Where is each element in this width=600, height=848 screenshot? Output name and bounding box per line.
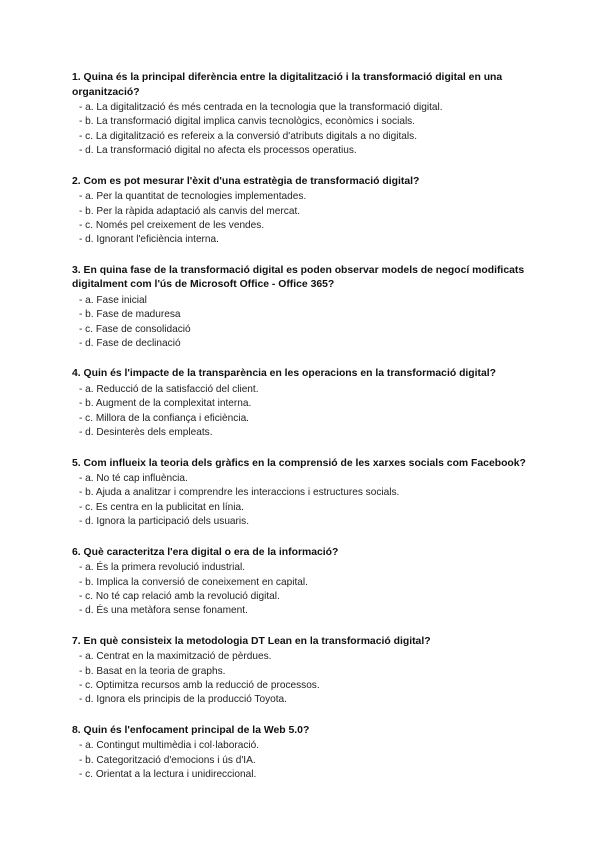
option-b: - b. La transformació digital implica canvis tecnològics, econòmics i socials. — [79, 116, 416, 128]
question-6 — [72, 546, 540, 619]
option-b: - b. Augment de la complexitat interna. — [79, 398, 252, 410]
question-7 — [72, 635, 540, 708]
option-c: - c. Millora de la confiança i eficiència. — [79, 412, 249, 424]
option-c: - c. La digitalització es refereix a la conversió d'atributs digitals a no digitals. — [79, 130, 417, 142]
option-list — [72, 190, 540, 248]
question-2 — [72, 175, 540, 248]
question-text: 7. En què consisteix la metodologia DT Lean en la transformació digital? — [72, 635, 431, 647]
option-a: - a. Per la quantitat de tecnologies implementades. — [79, 191, 307, 203]
option-d: - d. És una metàfora sense fonament. — [79, 605, 248, 617]
question-text: 4. Quin és l'impacte de la transparència en les operacions en la transformació digital? — [72, 368, 497, 380]
option-list — [72, 650, 540, 708]
option-c: - c. No té cap relació amb la revolució digital. — [79, 590, 280, 602]
option-c: - c. Fase de consolidació — [79, 323, 191, 335]
option-a: - a. No té cap influència. — [79, 473, 188, 484]
option-b: - b. Basat en la teoria de graphs. — [79, 665, 226, 677]
option-d: - d. Fase de declinació — [79, 337, 181, 349]
question-text: 1. Quina és la principal diferència entre la digitalització i la transformació digital en una organització? — [72, 72, 503, 98]
option-list — [72, 561, 540, 619]
question-8 — [72, 724, 540, 783]
option-b: - b. Implica la conversió de coneixement en capital. — [79, 576, 308, 588]
option-b: - b. Categorització d'emocions i ús d'IA. — [79, 754, 256, 766]
option-b: - b. Fase de maduresa — [79, 309, 181, 321]
option-a: - a. Fase inicial — [79, 294, 147, 306]
option-a: - a. Contingut multimèdia i col·laboració. — [79, 740, 260, 752]
option-b: - b. Per la ràpida adaptació als canvis del mercat. — [79, 205, 301, 217]
option-list — [72, 472, 540, 530]
option-d: - d. Ignora la participació dels usuaris. — [79, 516, 249, 528]
question-4 — [72, 367, 540, 440]
option-a: - a. Reducció de la satisfacció del client. — [79, 383, 259, 395]
question-text: 3. En quina fase de la transformació digital es poden observar models de negocí modificats digitalment com l'ús de Microsoft Office - Office 365? — [72, 264, 525, 291]
option-a: - a. És la primera revolució industrial. — [79, 562, 246, 574]
question-3 — [72, 264, 540, 352]
option-d: - d. Desinterès dels empleats. — [79, 427, 213, 439]
option-list — [72, 294, 540, 352]
option-d: - d. La transformació digital no afecta els processos operatius. — [79, 145, 357, 157]
option-b: - b. Ajuda a analitzar i comprendre les interaccions i estructures socials. — [79, 487, 400, 499]
question-1 — [72, 71, 540, 159]
question-text: 2. Com es pot mesurar l'èxit d'una estratègia de transformació digital? — [72, 175, 420, 187]
option-list — [72, 383, 540, 441]
option-c: - c. Només pel creixement de les vendes. — [79, 219, 265, 231]
option-c: - c. Optimitza recursos amb la reducció de processos. — [79, 680, 320, 692]
option-list — [72, 739, 540, 782]
option-a: - a. Centrat en la maximització de pèrdues. — [79, 651, 272, 663]
question-5 — [72, 457, 540, 530]
option-c: - c. Es centra en la publicitat en línia. — [79, 501, 244, 513]
option-d: - d. Ignora els principis de la producció Toyota. — [79, 694, 287, 706]
option-c: - c. Orientat a la lectura i unidireccional. — [79, 769, 257, 781]
option-a: - a. La digitalització és més centrada en la tecnologia que la transformació digital. — [79, 102, 443, 113]
option-list — [72, 101, 540, 159]
question-text: 8. Quin és l'enfocament principal de la Web 5.0? — [72, 724, 310, 736]
question-text: 5. Com influeix la teoria dels gràfics en la comprensió de les xarxes socials com Facebook? — [72, 457, 526, 469]
question-text: 6. Què caracteritza l'era digital o era de la informació? — [72, 546, 339, 558]
option-d: - d. Ignorant l'eficiència interna. — [79, 234, 219, 246]
